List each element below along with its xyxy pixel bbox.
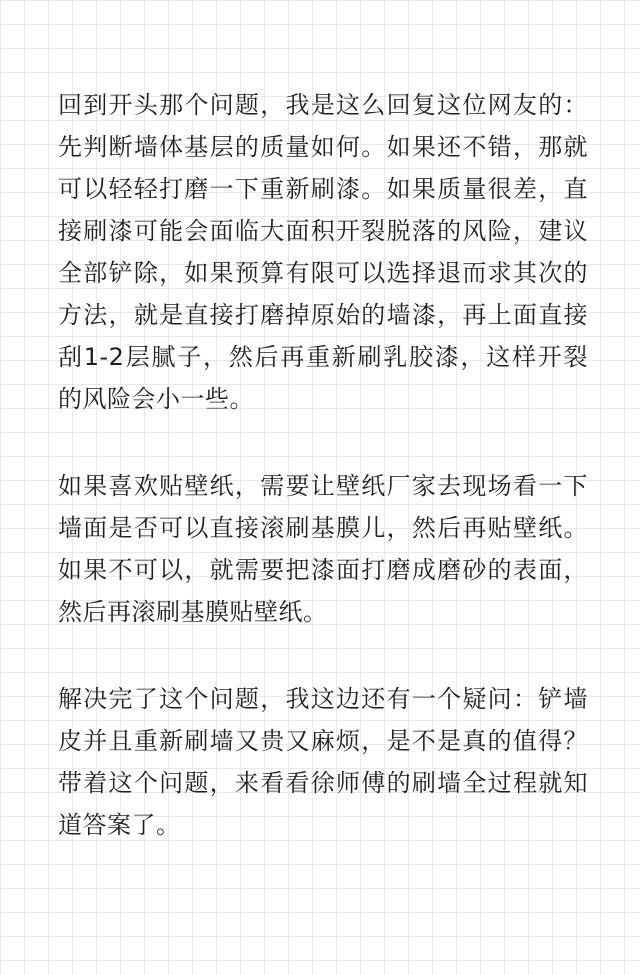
paragraph-1: 回到开头那个问题，我是这么回复这位网友的：先判断墙体基层的质量如何。如果还不错，那就可以轻轻打磨一下重新刷漆。如果质量很差，直接刷漆可能会面临大面积开裂脱落的风险，建议全部铲除，如果预算有限可以选择退而求其次的方法，就是直接打磨掉原始的墙漆，再上面直接刮1-2层腻子，然后再重新刷乳胶漆，这样开裂的风险会小一些。 [58, 91, 588, 413]
paragraph-3: 解决完了这个问题，我这边还有一个疑问：铲墙皮并且重新刷墙又贵又麻烦，是不是真的值得？带着这个问题，来看看徐师傅的刷墙全过程就知道答案了。 [58, 685, 588, 839]
paragraph-2: 如果喜欢贴壁纸，需要让壁纸厂家去现场看一下墙面是否可以直接滚刷基膜儿，然后再贴壁纸。如果不可以，就需要把漆面打磨成磨砂的表面，然后再滚刷基膜贴壁纸。 [58, 472, 588, 626]
article-body [58, 84, 588, 846]
